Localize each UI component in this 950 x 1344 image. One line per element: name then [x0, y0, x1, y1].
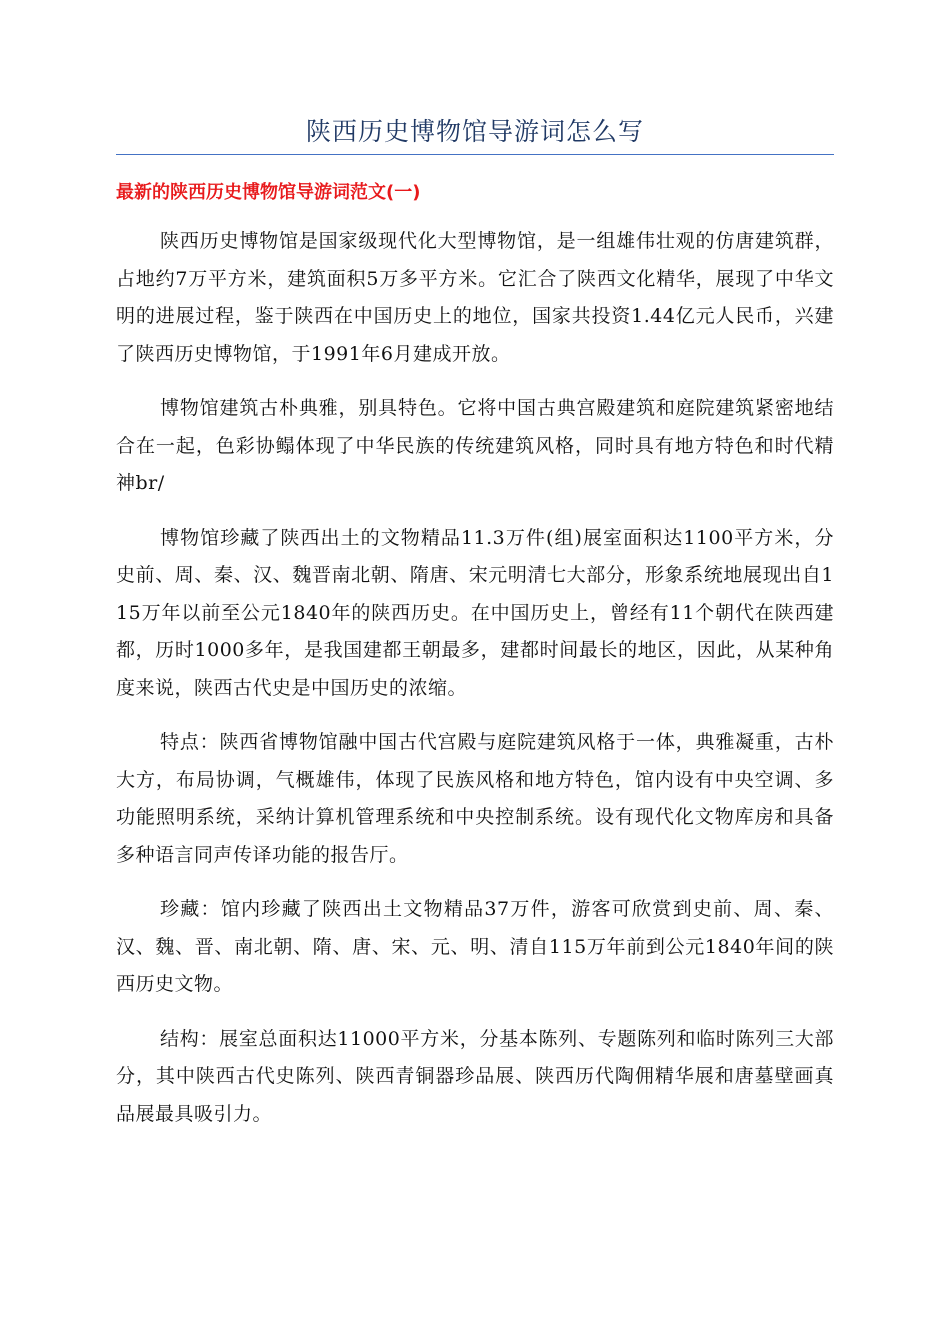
paragraph-collection: 博物馆珍藏了陕西出土的文物精品11.3万件(组)展室面积达1100平方米，分史前、周、秦、汉、魏晋南北朝、隋唐、宋元明清七大部分，形象系统地展现出自115万年以前至公元1840年的陕西历史。在中国历史上，曾经有11个朝代在陕西建都，历时1000多年，是我国建都王朝最多，建都时间最长的地区，因此，从某种角度来说，陕西古代史是中国历史的浓缩。	[116, 526, 834, 699]
document-title: 陕西历史博物馆导游词怎么写	[305, 117, 644, 146]
paragraph-intro: 陕西历史博物馆是国家级现代化大型博物馆，是一组雄伟壮观的仿唐建筑群，占地约7万平方米，建筑面积5万多平方米。它汇合了陕西文化精华，展现了中华文明的进展过程，鉴于陕西在中国历史上的地位，国家共投资1.44亿元人民币，兴建了陕西历史博物馆，于1991年6月建成开放。	[116, 230, 834, 365]
paragraph-structure: 结构：展室总面积达11000平方米，分基本陈列、专题陈列和临时陈列三大部分，其中陕西古代史陈列、陕西青铜器珍品展、陕西历代陶佣精华展和唐墓壁画真品展最具吸引力。	[116, 1027, 834, 1125]
paragraph-features: 特点：陕西省博物馆融中国古代宫殿与庭院建筑风格于一体，典雅凝重，古朴大方，布局协调，气概雄伟，体现了民族风格和地方特色，馆内设有中央空调、多功能照明系统，采纳计算机管理系统和中央控制系统。设有现代化文物库房和具备多种语言同声传译功能的报告厅。	[116, 731, 834, 866]
paragraph-treasures: 珍藏：馆内珍藏了陕西出土文物精品37万件，游客可欣赏到史前、周、秦、汉、魏、晋、南北朝、隋、唐、宋、元、明、清自115万年前到公元1840年间的陕西历史文物。	[116, 898, 834, 995]
paragraph-architecture: 博物馆建筑古朴典雅，别具特色。它将中国古典宫殿建筑和庭院建筑紧密地结合在一起，色彩协鳎体现了中华民族的传统建筑风格，同时具有地方特色和时代精神br/	[116, 397, 834, 494]
title-underline	[116, 154, 834, 155]
document-page	[116, 0, 834, 1344]
document-body	[116, 223, 834, 1150]
section-heading: 最新的陕西历史博物馆导游词范文(一)	[116, 182, 421, 203]
